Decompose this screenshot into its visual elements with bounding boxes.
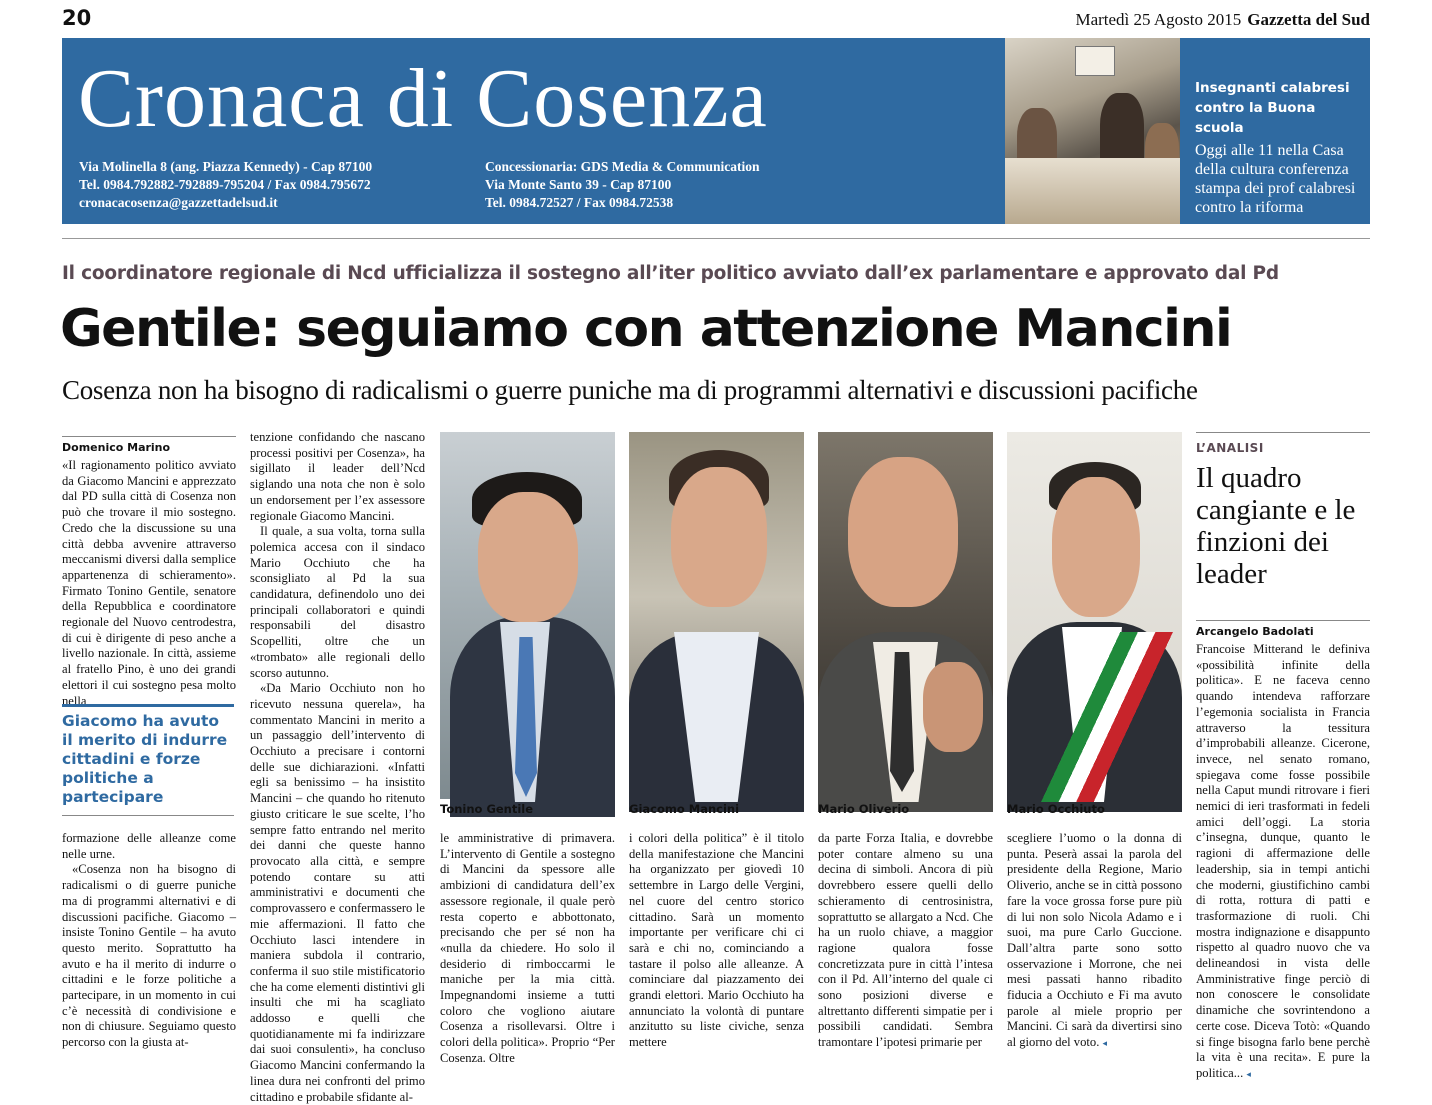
concession-address <box>485 158 760 212</box>
page-number: 20 <box>62 6 92 30</box>
address-line: Via Monte Santo 39 - Cap 87100 <box>485 177 672 192</box>
photo-caption: Tonino Gentile <box>440 802 534 816</box>
classroom-photo <box>1005 38 1180 224</box>
end-mark: ◂ <box>1246 1068 1251 1079</box>
article-column-1 <box>62 436 236 709</box>
paragraph: da parte Forza Italia, e dovrebbe poter contare almeno su una decina di simboli. Ancora di più dovrebbero essere quelli dello schieramento di centrosinistra, soprattutto se allargato a Ncd. Che ha un ruolo chiave, a maggior ragione qualora fosse concretizzata pure in città l’intesa con il Pd. All’interno del quale ci sono posizioni diverse e altrettanto differenti simpatie per i possibili candidati. Sembra tramontare l’ipotesi primarie per <box>818 831 993 1050</box>
photo-mario-oliverio <box>818 432 993 799</box>
paragraph: «Cosenza non ha bisogno di radicalismi o di guerre puniche ma di programmi alternativi e di discussioni pacifiche. Giacomo – insiste Tonino Gentile – ha avuto questo merito. Soprattutto ha avuto e ha il merito di indurre o cittadini e le forze politiche a partecipare, in un momento in cui c’è necessità di condivisione e non di chiusure. Seguiamo questo percorso con la giusta at- <box>62 862 236 1050</box>
paper-name: Gazzetta del Sud <box>1247 10 1370 29</box>
article-column-6 <box>1007 831 1182 1052</box>
divider <box>1196 432 1370 433</box>
paragraph: «Il ragionamento politico avviato da Giacomo Mancini e apprezzato dal PD sulla città di Cosenza non può che trovare il mio sostegno. Credo che la discussione su una città debba avvenire attraverso meccanismi diversi dalla semplice appartenenza di schieramento». Firmato Tonino Gentile, senatore della Repubblica e coordinatore regionale del Nuovo centrodestra, di cui è dirigente di peso anche a livello nazionale. In città, assieme al fratello Pino, è uno dei grandi elettori il cui sostegno pesa molto nella <box>62 458 236 708</box>
address-line: Tel. 0984.72527 / Fax 0984.72538 <box>485 195 674 210</box>
photo-giacomo-mancini <box>629 432 804 799</box>
analysis-byline: Arcangelo Badolati <box>1196 620 1370 639</box>
paragraph: Il quale, a sua volta, torna sulla polemica accesa con il sindaco Mario Occhiuto che ha sconsigliato al Pd la sua candidatura, definendolo uno dei principali collaboratori e quindi responsabili del disastro Scopelliti, oltre che un «trombato» alle regionali dello scorso autunno. <box>250 524 425 680</box>
address-line: Tel. 0984.792882-792889-795204 / Fax 0984.795672 <box>79 177 371 192</box>
article-column-4 <box>629 831 804 1051</box>
divider <box>62 238 1370 239</box>
end-mark: ◂ <box>1102 1038 1108 1049</box>
analysis-kicker: L’ANALISI <box>1196 441 1264 455</box>
article-kicker: Il coordinatore regionale di Ncd ufficializza il sostegno all’iter politico avviato dall’ex parlamentare e approvato dal Pd <box>62 263 1279 284</box>
analysis-title: Il quadro cangiante e le finzioni dei leader <box>1196 462 1356 590</box>
newsroom-address <box>79 158 372 212</box>
address-line: Via Molinella 8 (ang. Piazza Kennedy) - Cap 87100 <box>79 159 373 174</box>
photo-caption: Mario Oliverio <box>818 802 910 816</box>
article-headline: Gentile: seguiamo con attenzione Mancini <box>60 299 1232 359</box>
photo-mario-occhiuto <box>1007 432 1182 799</box>
paragraph <box>1007 831 1182 1052</box>
paragraph: «Da Mario Occhiuto non ho ricevuto nessuna querela», ha commentato Mancini in merito a un passaggio dell’intervento di Occhiuto a precisare i contorni delle sue dichiarazioni. «Infatti egli sa benissimo – ha insistito Mancini – che quando ho ritenuto giusto criticare le sue scelte, l’ho sempre fatto entrando nel merito dei danni che queste hanno provocato alla città, e sempre potendo contare su atti amministrativi e documenti che comprovassero e confermassero le mie affermazioni. Il fatto che Occhiuto lasci intendere in maniera subdola il contrario, conferma il suo stile mistificatorio che ha come elementi distintivi gli insulti che mi ha scagliato addosso e quelli che quotidianamente mi fa indirizzare dai suoi consulenti», ha concluso Giacomo Mancini confermando la linea dura nei confronti del primo cittadino e probabile sfidante al- <box>250 681 425 1104</box>
analysis-column <box>1196 620 1370 1083</box>
article-subhead: Cosenza non ha bisogno di radicalismi o guerre puniche ma di programmi alternativi e discussioni pacifiche <box>62 375 1198 405</box>
article-column-2 <box>250 430 425 1105</box>
paragraph <box>1196 642 1370 1083</box>
teaser-kicker: Insegnanti calabresi contro la Buona scuola <box>1195 80 1350 136</box>
paragraph-text: scegliere l’uomo o la donna di punta. Peserà assai la parola del presidente della Regione, Mario Oliverio, anche se in città possono fare la voce grossa forse pure più di lui non solo Nicola Adamo e i suoi, ma pure Carlo Guccione. Dall’altra parte sono sotto osservazione i Morrone, che nei mesi passati hanno ribadito fiducia a Occhiuto e Fi ma avuto parole al miele proprio per Mancini. Ci sarà da divertirsi sino al giorno del voto. <box>1007 831 1182 1050</box>
teaser-text: Oggi alle 11 nella Casa della cultura conferenza stampa dei prof calabresi contro la riforma <box>1195 142 1356 216</box>
article-column-3 <box>440 831 615 1067</box>
article-column-1-continued <box>62 831 236 1051</box>
article-column-5 <box>818 831 993 1051</box>
section-title: Cronaca di Cosenza <box>78 52 768 145</box>
pull-quote: Giacomo ha avuto il merito di indurre cittadini e forze politiche a partecipare <box>62 704 234 816</box>
paragraph: le amministrative di primavera. L’intervento di Gentile a sostegno di Mancini da spessore alle ambizioni di candidatura dell’ex assessore regionale, il quale però resta coperto e abbottonato, precisando che per sé non ha «nulla da chiedere. Ho solo il desiderio di rimboccarmi le maniche per la mia città. Impegnandomi insieme a tutti coloro che vogliono aiutare Cosenza a risollevarsi. Oltre i colori della politica». Proprio “Per Cosenza. Oltre <box>440 831 615 1065</box>
paragraph: formazione delle alleanze come nelle urne. <box>62 831 236 861</box>
email-address: cronacacosenza@gazzettadelsud.it <box>79 195 278 210</box>
photo-tonino-gentile <box>440 432 615 799</box>
photo-caption: Mario Occhiuto <box>1007 802 1105 816</box>
issue-date: Martedì 25 Agosto 2015 <box>1075 10 1242 29</box>
section-masthead <box>62 38 1370 224</box>
byline: Domenico Marino <box>62 436 236 455</box>
sidebar-teaser <box>1195 78 1365 217</box>
paragraph-text: Francoise Mitterand le definiva «possibilità infinite della politica». E ne faceva cenno quando intendeva rafforzare l’egemonia socialista in Francia attraverso la tessitura d’improbabili alleanze. Cicerone, invece, nel senato romano, spiegava come fosse possibile nella Caput mundi ritrovare i fieri nemici di ieri trasformati in fedeli amici dell’oggi. La storia c’insegna, dunque, quanto le ragioni di affermazione delle leadership, sia in tempi antichi che moderni, giustifichino cambi di rotta, rottura di patti e trasformazione di ruoli. Chi mostra indignazione e disappunto rispetto al quadro nuovo che va delineandosi in vista delle Amministrative finge perciò di non conoscere le consolidate dinamiche che sovrintendono a certe cose. Diceva Totò: «Quando si finge bisogna farlo bene perchè la vita è una recita». E pure la politica... <box>1196 642 1370 1080</box>
dateline <box>1075 10 1370 30</box>
photo-caption: Giacomo Mancini <box>629 802 740 816</box>
address-line: Concessionaria: GDS Media & Communication <box>485 159 760 174</box>
paragraph: i colori della politica” è il titolo della manifestazione che Mancini ha organizzato per giovedì 10 settembre in Largo delle Vergini, nel cuore del centro storico cittadino. Sarà un momento importante per verificare chi ci sarà e chi no, cominciando a tastare il polso alle alleanze. A cominciare dal piazzamento dei grandi elettori. Mario Occhiuto ha annunciato la volontà di puntare anzitutto su liste civiche, senza mettere <box>629 831 804 1050</box>
paragraph: tenzione confidando che nascano processi positivi per Cosenza», ha sigillato il leader dell’Ncd siglando una nota che non è solo un endorsement per l’ex assessore regionale Giacomo Mancini. <box>250 430 425 523</box>
